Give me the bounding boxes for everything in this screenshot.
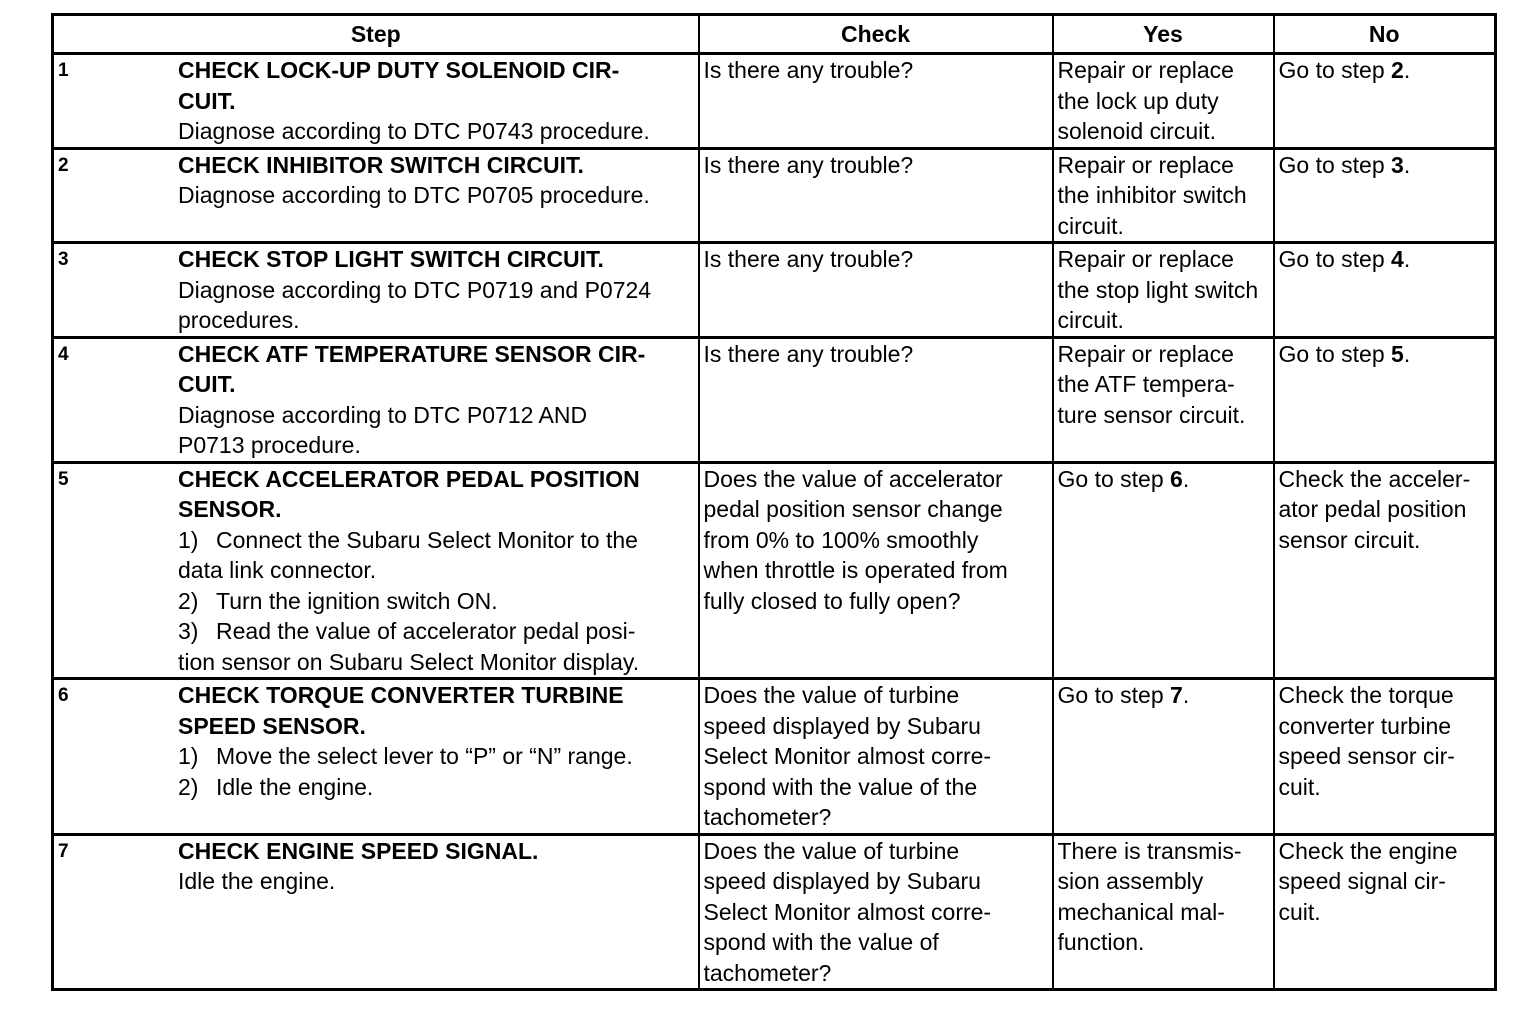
step-title-line: CHECK ACCELERATOR PEDAL POSITION [178, 465, 640, 492]
step-title-line: SENSOR. [178, 496, 282, 522]
table-row [53, 679, 1496, 835]
step-number: 2 [58, 154, 69, 176]
no-goto-suffix: . [1403, 151, 1411, 178]
substep-line [178, 616, 694, 647]
step-cell [53, 54, 699, 149]
step-body [178, 55, 694, 147]
no-cell [1274, 462, 1496, 679]
no-cell [1274, 834, 1496, 990]
check-text: Is there any trouble? [703, 57, 914, 83]
step-number: 4 [58, 343, 69, 365]
yes-cell [1053, 834, 1274, 990]
no-goto-prefix: Go to step [1278, 151, 1392, 178]
check-text: Does the value of turbine [703, 837, 960, 864]
step-title [178, 680, 694, 741]
step-description: Diagnose according to DTC P0705 procedure. [178, 182, 650, 208]
yes-cell [1053, 243, 1274, 338]
check-cell [699, 54, 1053, 149]
substep-line [178, 647, 694, 678]
step-title-line: CUIT. [178, 371, 236, 397]
substep-line [178, 586, 694, 617]
no-goto-prefix: Go to step [1278, 57, 1392, 83]
check-text: spond with the value of the [703, 773, 978, 800]
no-goto-ref: 5 [1391, 340, 1404, 367]
check-text: tachometer? [703, 959, 832, 986]
step-title-line: CHECK ENGINE SPEED SIGNAL. [178, 837, 539, 864]
substep-number: 2) [178, 587, 199, 614]
step-number: 5 [58, 468, 69, 490]
step-body [178, 339, 694, 461]
yes-text: Repair or replace the inhibitor switch circuit. [1057, 151, 1247, 239]
check-cell [699, 337, 1053, 462]
no-cell [1274, 243, 1496, 338]
step-grid [58, 680, 694, 802]
step-title-line: CHECK ATF TEMPERATURE SENSOR CIR- [178, 340, 646, 367]
check-cell [699, 462, 1053, 679]
no-goto-ref: 4 [1391, 246, 1404, 272]
check-text: Does the value of turbine [703, 682, 960, 708]
no-text: sensor circuit. [1278, 526, 1421, 553]
step-body [178, 244, 694, 336]
yes-text: sion assembly [1057, 868, 1204, 894]
yes-text: function. [1057, 929, 1145, 955]
header-no: No [1274, 15, 1496, 54]
yes-cell [1053, 148, 1274, 243]
header-check: Check [699, 15, 1053, 54]
check-cell [699, 679, 1053, 835]
step-cell [53, 834, 699, 990]
yes-text: the ATF tempera- [1057, 371, 1235, 397]
no-goto-suffix: . [1403, 340, 1411, 367]
table-row [53, 54, 1496, 149]
step-body [178, 150, 694, 211]
yes-cell [1053, 54, 1274, 149]
no-goto-prefix: Go to step [1278, 246, 1392, 272]
step-grid [58, 244, 694, 336]
substep-number: 2) [178, 773, 199, 800]
no-goto-prefix: Go to step [1278, 340, 1392, 367]
substep-text: Idle the engine. [216, 773, 374, 800]
no-goto-suffix: . [1403, 57, 1411, 83]
step-description: Diagnose according to DTC P0719 and P0724 [178, 276, 652, 303]
step-number: 7 [58, 840, 69, 862]
table-row [53, 243, 1496, 338]
substep-line [178, 772, 694, 803]
yes-cell [1053, 462, 1274, 679]
check-cell [699, 834, 1053, 990]
check-text: speed displayed by Subaru [703, 868, 981, 894]
step-title-line: CHECK INHIBITOR SWITCH CIRCUIT. [178, 151, 584, 178]
no-goto-suffix: . [1403, 246, 1411, 272]
yes-goto-suffix: . [1182, 465, 1190, 492]
step-number: 3 [58, 249, 69, 270]
check-cell [699, 243, 1053, 338]
header-step: Step [53, 15, 699, 54]
no-cell [1274, 679, 1496, 835]
check-text: from 0% to 100% smoothly [703, 526, 979, 553]
no-text: Check the torque [1278, 682, 1454, 708]
no-text: converter turbine [1278, 712, 1452, 739]
step-grid [58, 339, 694, 461]
step-title [178, 150, 694, 181]
check-text: Select Monitor almost corre- [703, 898, 992, 925]
no-cell [1274, 337, 1496, 462]
yes-text: Repair or replace [1057, 340, 1234, 367]
step-body [178, 464, 694, 678]
step-cell [53, 148, 699, 243]
step-grid [58, 464, 694, 678]
step-description: Diagnose according to DTC P0712 AND [178, 401, 588, 428]
no-text: cuit. [1278, 773, 1321, 800]
substep-text: Move the select lever to “P” or “N” range. [216, 743, 633, 769]
step-description: procedures. [178, 307, 300, 333]
yes-text: ture sensor circuit. [1057, 401, 1246, 428]
no-cell [1274, 54, 1496, 149]
yes-text: Repair or replace the lock up duty solenoid circuit. [1057, 57, 1234, 144]
check-text: Select Monitor almost corre- [703, 743, 992, 769]
yes-goto-suffix: . [1182, 682, 1190, 708]
check-text: Is there any trouble? [703, 340, 914, 367]
step-cell [53, 462, 699, 679]
yes-goto-ref: 6 [1170, 465, 1183, 492]
no-text: Check the engine [1278, 837, 1458, 864]
substep-number: 3) [178, 618, 199, 644]
check-text: Is there any trouble? [703, 246, 914, 272]
step-title-line: CUIT. [178, 87, 236, 114]
no-text: Check the acceler- [1278, 465, 1471, 492]
step-cell [53, 243, 699, 338]
step-description: Idle the engine. [178, 868, 336, 894]
table-row [53, 148, 1496, 243]
substep-text: Read the value of accelerator pedal posi- [216, 618, 636, 644]
table-body [53, 54, 1496, 990]
diagnostic-table [51, 13, 1497, 991]
substep-line [178, 525, 694, 556]
check-text: pedal position sensor change [703, 496, 1003, 522]
check-text: fully closed to fully open? [703, 587, 961, 614]
step-title-line: CHECK STOP LIGHT SWITCH CIRCUIT. [178, 246, 604, 272]
step-body [178, 680, 694, 802]
step-cell [53, 679, 699, 835]
step-title [178, 55, 694, 116]
step-title [178, 339, 694, 400]
step-title [178, 244, 694, 275]
table-row [53, 834, 1496, 990]
step-title [178, 836, 694, 867]
step-cell [53, 337, 699, 462]
step-title-line: SPEED SENSOR. [178, 712, 366, 739]
table-row [53, 462, 1496, 679]
substep-text: tion sensor on Subaru Select Monitor display. [178, 648, 640, 675]
substep-text: Connect the Subaru Select Monitor to the [216, 526, 638, 553]
no-text: speed signal cir- [1278, 868, 1446, 894]
table-header-row [53, 15, 1496, 54]
substep-number: 1) [178, 526, 199, 553]
substep-text: Turn the ignition switch ON. [216, 587, 498, 614]
check-text: speed displayed by Subaru [703, 712, 981, 739]
yes-goto-prefix: Go to step [1057, 465, 1171, 492]
step-title [178, 464, 694, 525]
step-grid [58, 150, 694, 211]
yes-cell [1053, 679, 1274, 835]
check-text: Does the value of accelerator [703, 465, 1003, 492]
substep-number: 1) [178, 743, 199, 769]
no-cell [1274, 148, 1496, 243]
yes-goto-prefix: Go to step [1057, 682, 1171, 708]
check-text: when throttle is operated from [703, 557, 1008, 583]
no-goto-ref: 2 [1391, 57, 1404, 83]
yes-text: Repair or replace the stop light switch circuit. [1057, 246, 1259, 333]
step-body [178, 836, 694, 897]
yes-goto-ref: 7 [1170, 682, 1183, 708]
yes-text: There is transmis- [1057, 837, 1242, 864]
table-row [53, 337, 1496, 462]
no-text: ator pedal position [1278, 496, 1467, 522]
substep-line [178, 555, 694, 586]
header-yes: Yes [1053, 15, 1274, 54]
yes-cell [1053, 337, 1274, 462]
step-description: P0713 procedure. [178, 432, 361, 458]
substep-text: data link connector. [178, 557, 377, 583]
step-number: 6 [58, 685, 69, 706]
step-grid [58, 55, 694, 147]
no-goto-ref: 3 [1391, 151, 1404, 178]
check-text: tachometer? [703, 804, 832, 830]
step-number: 1 [58, 60, 69, 81]
step-title-line: CHECK TORQUE CONVERTER TURBINE [178, 682, 624, 708]
step-grid [58, 836, 694, 897]
check-cell [699, 148, 1053, 243]
step-description: Diagnose according to DTC P0743 procedure. [178, 118, 650, 144]
step-title-line: CHECK LOCK-UP DUTY SOLENOID CIR- [178, 57, 620, 83]
substep-line [178, 741, 694, 772]
no-text: speed sensor cir- [1278, 743, 1455, 769]
check-text: spond with the value of [703, 929, 939, 955]
no-text: cuit. [1278, 898, 1321, 925]
yes-text: mechanical mal- [1057, 898, 1225, 925]
check-text: Is there any trouble? [703, 151, 914, 178]
